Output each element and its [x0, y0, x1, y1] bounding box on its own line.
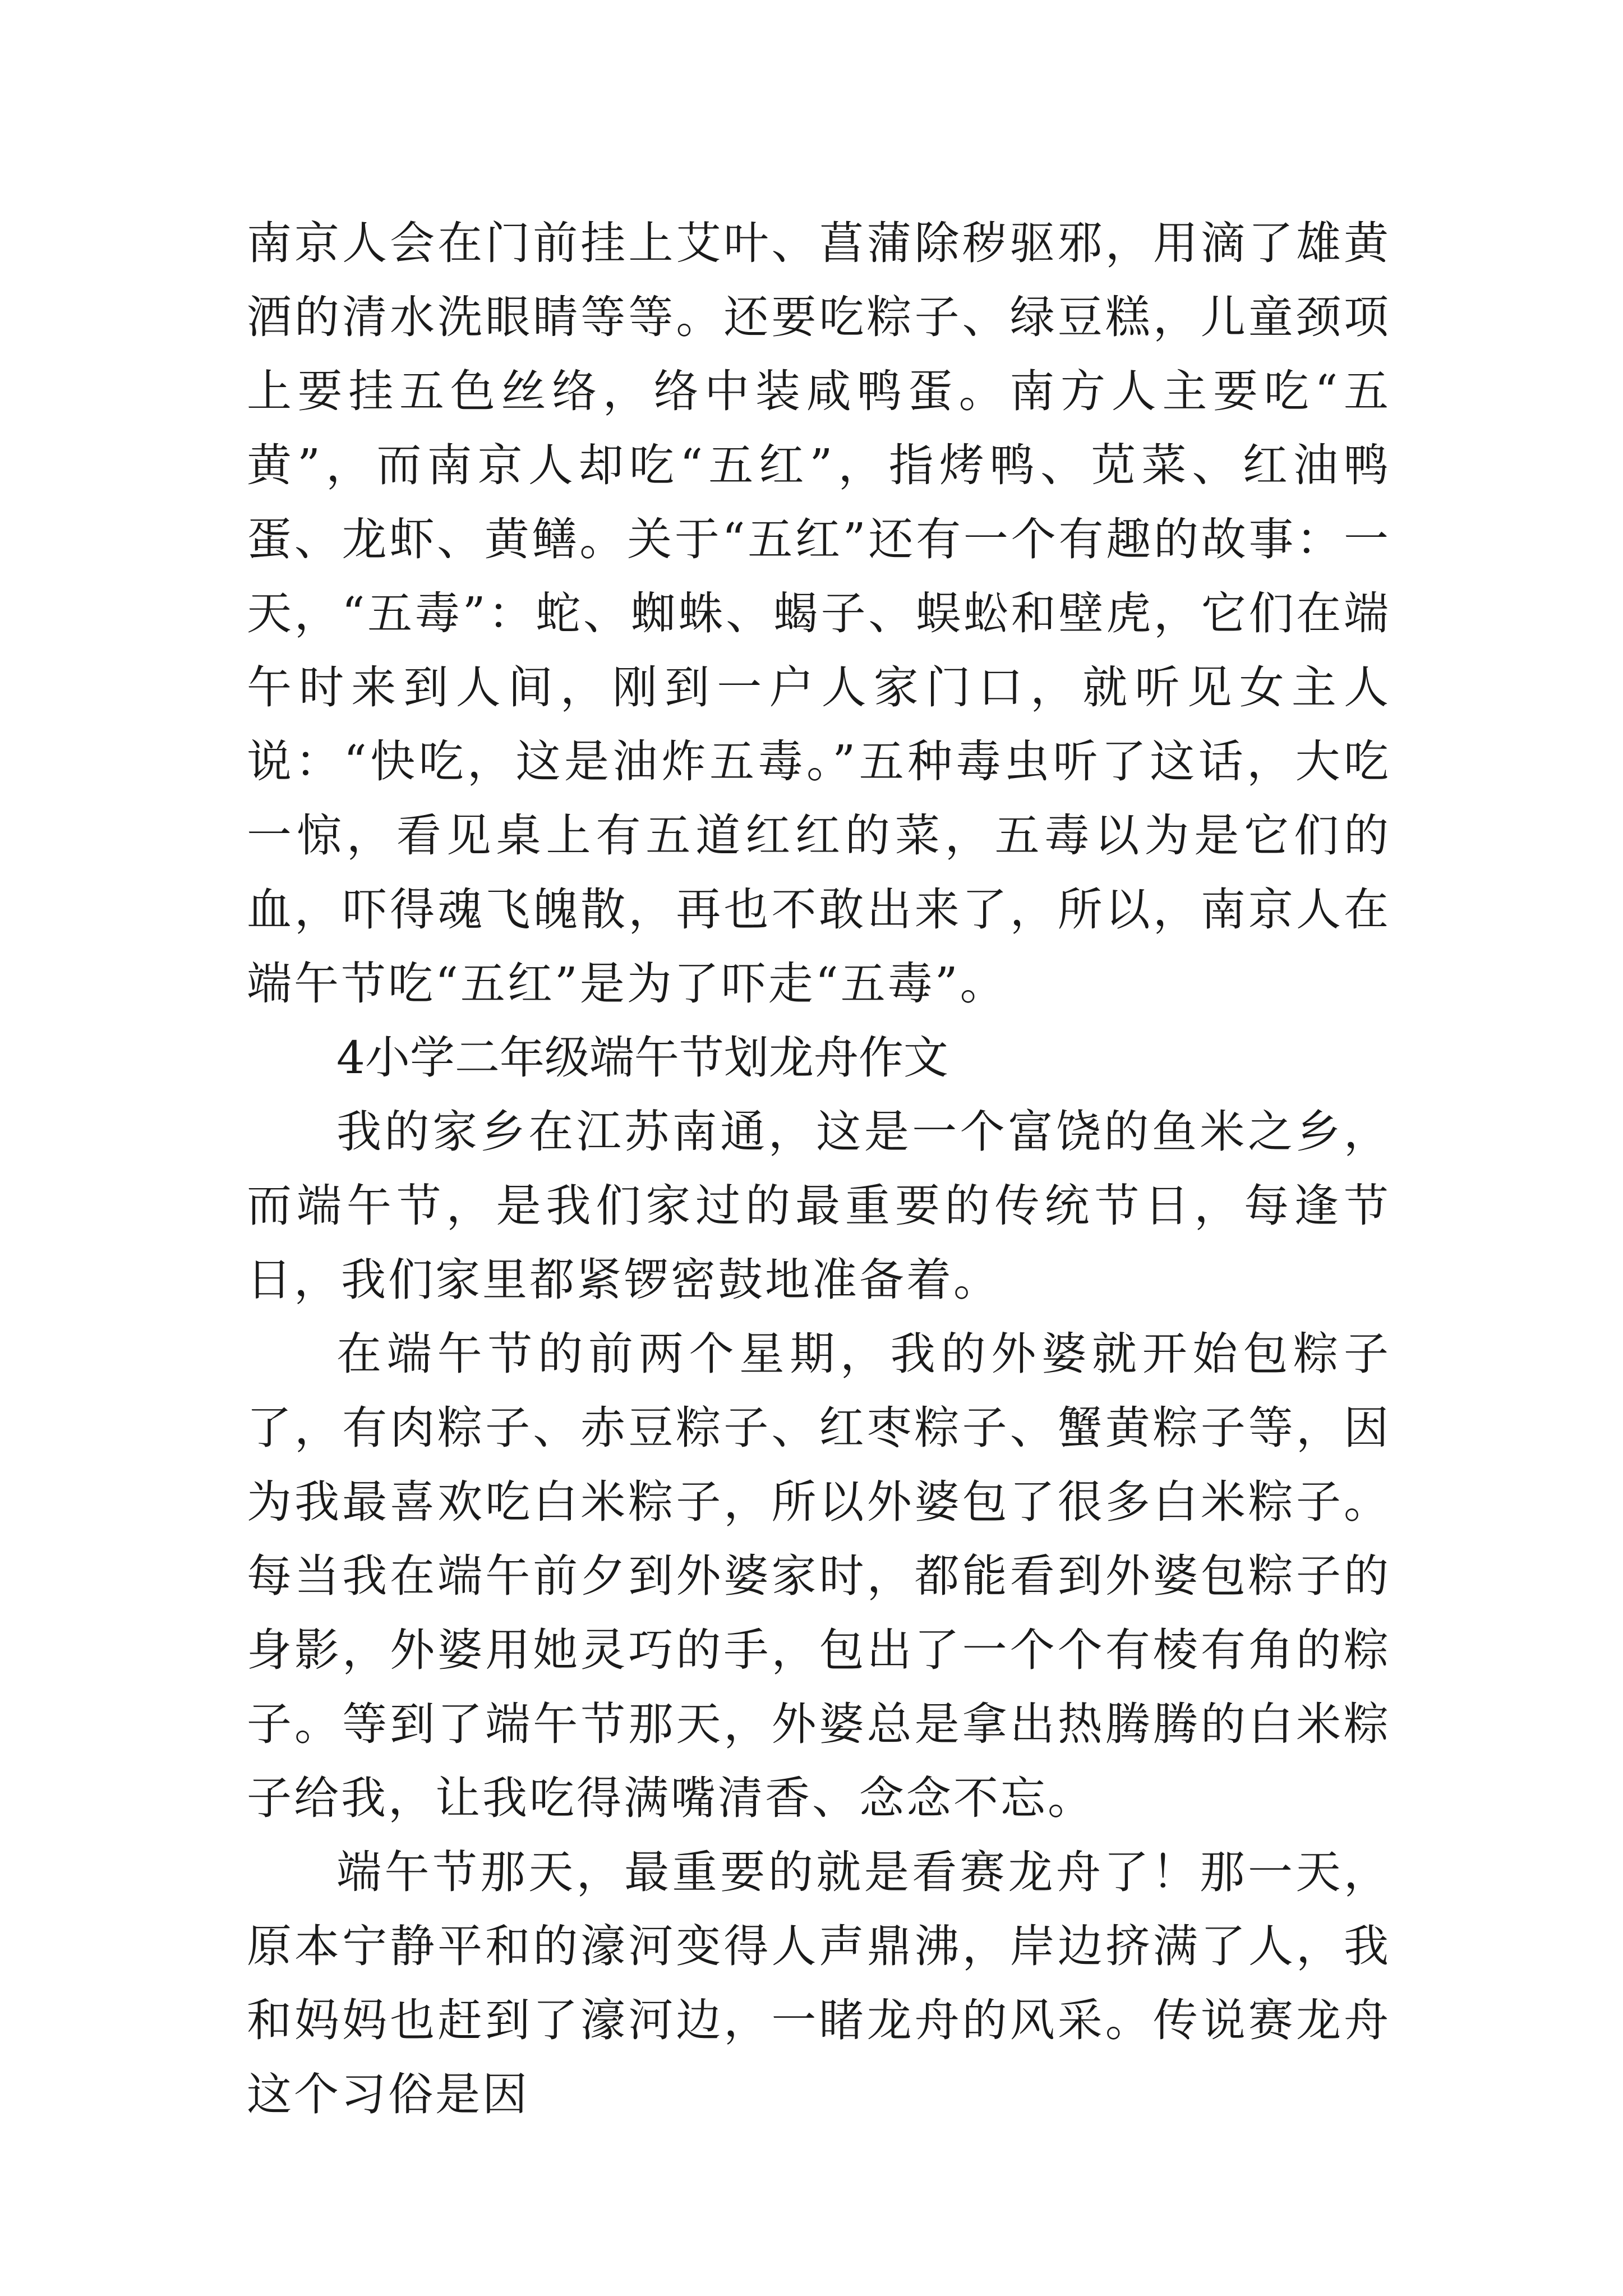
- paragraph-hometown: 我的家乡在江苏南通，这是一个富饶的鱼米之乡，而端午节，是我们家过的最重要的传统节日，每逢节日，我们家里都紧锣密鼓地准备着。: [247, 1106, 1391, 1306]
- section-heading: 4小学二年级端午节划龙舟作文: [336, 1032, 948, 1084]
- paragraph-continuation: 南京人会在门前挂上艾叶、菖蒲除秽驱邪，用滴了雄黄酒的清水洗眼睛等等。还要吃粽子、绿豆糕，儿童颈项上要挂五色丝络，络中装咸鸭蛋。南方人主要吃“五黄”，而南京人却吃“五红”，指烤鸭、苋菜、红油鸭蛋、龙虾、黄鳝。关于“五红”还有一个有趣的故事：一天，“五毒”：蛇、蜘蛛、蝎子、蜈蚣和壁虎，它们在端午时来到人间，刚到一户人家门口，就听见女主人说：“快吃，这是油炸五毒。”五种毒虫听了这话，大吃一惊，看见桌上有五道红红的菜，五毒以为是它们的血，吓得魂飞魄散，再也不敢出来了，所以，南京人在端午节吃“五红”是为了吓走“五毒”。: [247, 217, 1391, 1010]
- paragraph-zongzi: 在端午节的前两个星期，我的外婆就开始包粽子了，有肉粽子、赤豆粽子、红枣粽子、蟹黄粽子等，因为我最喜欢吃白米粽子，所以外婆包了很多白米粽子。每当我在端午前夕到外婆家时，都能看到外婆包粽子的身影，外婆用她灵巧的手，包出了一个个有棱有角的粽子。等到了端午节那天，外婆总是拿出热腾腾的白米粽子给我，让我吃得满嘴清香、念念不忘。: [247, 1328, 1391, 1824]
- document-body: [247, 206, 1391, 2132]
- paragraph-dragon-boat: 端午节那天，最重要的就是看赛龙舟了！那一天，原本宁静平和的濠河变得人声鼎沸，岸边挤满了人，我和妈妈也赶到了濠河边，一睹龙舟的风采。传说赛龙舟这个习俗是因: [247, 1846, 1391, 2120]
